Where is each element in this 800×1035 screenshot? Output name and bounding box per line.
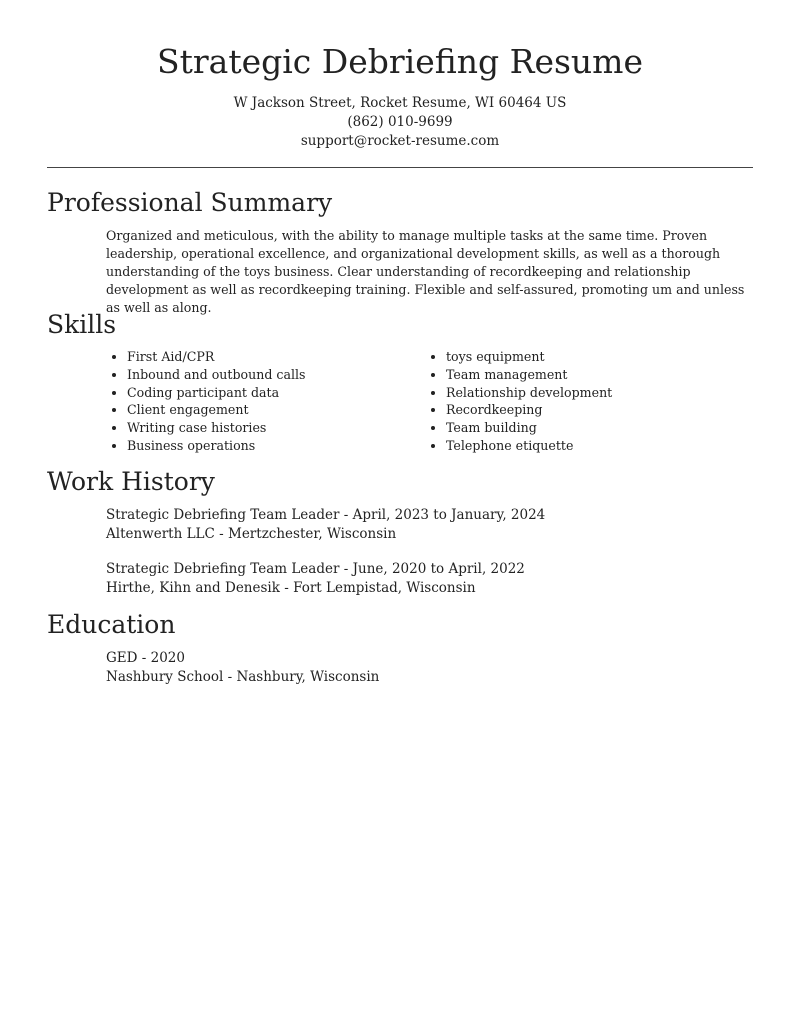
job-entry <box>106 506 756 544</box>
school-location: Nashbury, Wisconsin <box>236 669 380 685</box>
contact-info <box>0 94 800 151</box>
skill-item: • Team building <box>446 419 612 437</box>
education-entry <box>106 649 756 687</box>
separator: - <box>339 561 353 577</box>
skill-item: • Recordkeeping <box>446 401 612 419</box>
skill-item: • Relationship development <box>446 384 612 402</box>
phone: (862) 010-9699 <box>347 114 453 130</box>
skill-item: • Inbound and outbound calls <box>127 366 305 384</box>
degree: GED <box>106 650 138 666</box>
job-entry <box>106 560 756 598</box>
skills-list-left <box>106 348 305 455</box>
education-heading: Education <box>47 610 176 639</box>
job-title: Strategic Debriefing Team Leader <box>106 507 340 523</box>
address: W Jackson Street, Rocket Resume, WI 60464 US <box>233 95 567 111</box>
email: support@rocket-resume.com <box>300 133 500 149</box>
school: Nashbury School <box>106 669 224 685</box>
separator: - <box>279 580 294 596</box>
skill-item: • Client engagement <box>127 401 305 419</box>
divider <box>47 167 753 168</box>
skills-list-right <box>425 348 612 455</box>
job-title: Strategic Debriefing Team Leader <box>106 561 340 577</box>
skill-item: • Coding participant data <box>127 384 305 402</box>
job-dates: June, 2020 to April, 2022 <box>352 561 525 577</box>
skill-item: • Telephone etiquette <box>446 437 612 455</box>
education-year: 2020 <box>150 650 185 666</box>
skill-item: • First Aid/CPR <box>127 348 305 366</box>
separator: - <box>223 669 237 685</box>
job-company: Hirthe, Kihn and Denesik <box>106 580 280 596</box>
skill-item: • Business operations <box>127 437 305 455</box>
resume-title: Strategic Debriefing Resume <box>157 42 643 81</box>
separator: - <box>339 507 353 523</box>
skill-item: • Writing case histories <box>127 419 305 437</box>
skills-heading: Skills <box>47 310 117 339</box>
job-location: Fort Lempistad, Wisconsin <box>293 580 476 596</box>
skill-item: • toys equipment <box>446 348 612 366</box>
job-company: Altenwerth LLC <box>106 526 215 542</box>
separator: - <box>137 650 151 666</box>
summary-text: Organized and meticulous, with the ability to manage multiple tasks at the same time. Proven leadership, operational excellence, and organizational development skills, as well as a thorough understanding of the toys business. Clear understanding of recordkeeping and relationship development as well as recordkeeping training. Flexible and self-assured, promoting um and unless as well as along. <box>106 228 745 315</box>
separator: - <box>214 526 228 542</box>
summary-heading: Professional Summary <box>47 188 333 217</box>
job-dates: April, 2023 to January, 2024 <box>352 507 546 523</box>
work-heading: Work History <box>47 467 215 496</box>
skill-item: • Team management <box>446 366 612 384</box>
job-location: Mertzchester, Wisconsin <box>228 526 397 542</box>
